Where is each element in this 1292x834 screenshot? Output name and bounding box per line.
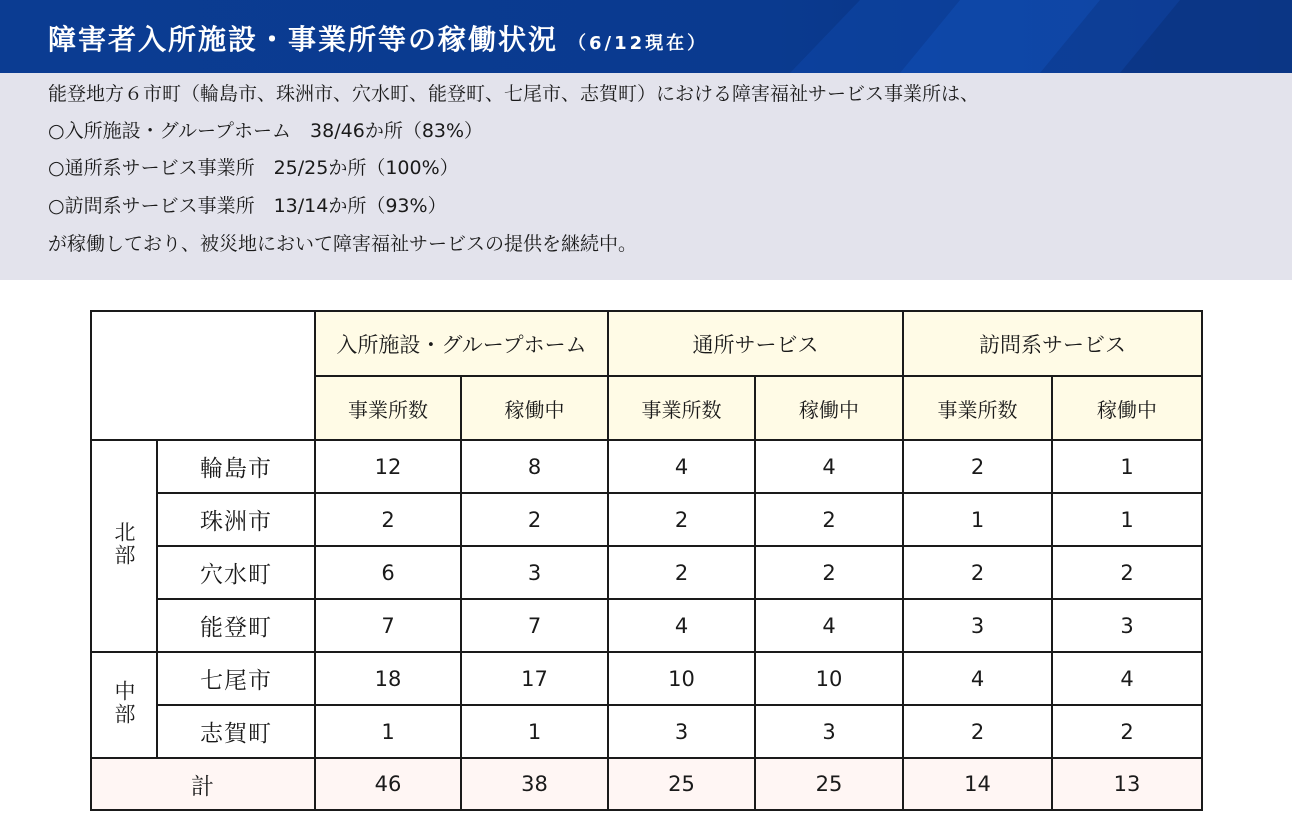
total-cell: 25 bbox=[608, 758, 755, 810]
table-cell: 2 bbox=[608, 546, 755, 599]
group-header-residential: 入所施設・グループホーム bbox=[315, 311, 608, 376]
table-cell: 2 bbox=[315, 493, 461, 546]
subheader-operating: 稼働中 bbox=[461, 376, 608, 440]
table-row bbox=[91, 546, 1202, 599]
table-cell: 4 bbox=[1052, 652, 1202, 705]
table-cell: 17 bbox=[461, 652, 608, 705]
table-cell: 2 bbox=[608, 493, 755, 546]
table-cell: 4 bbox=[755, 599, 903, 652]
table-cell: 1 bbox=[903, 493, 1052, 546]
table-cell: 12 bbox=[315, 440, 461, 493]
city-name: 珠洲市 bbox=[157, 493, 315, 546]
table-cell: 4 bbox=[608, 599, 755, 652]
table-cell: 1 bbox=[1052, 440, 1202, 493]
page-header bbox=[0, 0, 1292, 73]
table-cell: 2 bbox=[1052, 546, 1202, 599]
total-cell: 46 bbox=[315, 758, 461, 810]
total-cell: 14 bbox=[903, 758, 1052, 810]
total-cell: 38 bbox=[461, 758, 608, 810]
table-cell: 7 bbox=[315, 599, 461, 652]
table-cell: 2 bbox=[903, 546, 1052, 599]
subheader-count: 事業所数 bbox=[608, 376, 755, 440]
table-cell: 2 bbox=[755, 546, 903, 599]
table-cell: 7 bbox=[461, 599, 608, 652]
table-cell: 2 bbox=[755, 493, 903, 546]
city-name: 輪島市 bbox=[157, 440, 315, 493]
summary-panel bbox=[0, 73, 1292, 280]
summary-item-residential: ○入所施設・グループホーム 38/46か所（83%） bbox=[48, 120, 484, 142]
table-cell: 3 bbox=[608, 705, 755, 758]
total-row bbox=[91, 758, 1202, 810]
table-cell: 2 bbox=[461, 493, 608, 546]
table-cell: 6 bbox=[315, 546, 461, 599]
table-cell: 3 bbox=[903, 599, 1052, 652]
table-row bbox=[91, 440, 1202, 493]
table-cell: 1 bbox=[315, 705, 461, 758]
summary-item-visiting: ○訪問系サービス事業所 13/14か所（93%） bbox=[48, 195, 447, 217]
total-cell: 13 bbox=[1052, 758, 1202, 810]
table-cell: 4 bbox=[608, 440, 755, 493]
summary-item-day-service: ○通所系サービス事業所 25/25か所（100%） bbox=[48, 157, 459, 179]
summary-closing: が稼働しており、被災地において障害福祉サービスの提供を継続中。 bbox=[48, 233, 638, 255]
table-cell: 2 bbox=[903, 705, 1052, 758]
table-cell: 18 bbox=[315, 652, 461, 705]
subheader-operating: 稼働中 bbox=[1052, 376, 1202, 440]
table-row bbox=[91, 599, 1202, 652]
total-cell: 25 bbox=[755, 758, 903, 810]
total-label: 計 bbox=[91, 758, 315, 810]
page-title bbox=[48, 18, 708, 58]
table-cell: 2 bbox=[1052, 705, 1202, 758]
table-cell: 3 bbox=[461, 546, 608, 599]
subheader-operating: 稼働中 bbox=[755, 376, 903, 440]
page-title-text: 障害者入所施設・事業所等の稼働状況 bbox=[48, 23, 559, 56]
table-cell: 8 bbox=[461, 440, 608, 493]
table-cell: 3 bbox=[1052, 599, 1202, 652]
table-cell: 1 bbox=[1052, 493, 1202, 546]
table-cell: 10 bbox=[755, 652, 903, 705]
table-cell: 10 bbox=[608, 652, 755, 705]
region-label: 北部 bbox=[112, 520, 136, 567]
facility-status-table bbox=[90, 310, 1203, 811]
region-central bbox=[91, 652, 157, 758]
region-label: 中部 bbox=[112, 679, 136, 726]
table-row bbox=[91, 493, 1202, 546]
table-cell: 4 bbox=[903, 652, 1052, 705]
table-cell: 1 bbox=[461, 705, 608, 758]
table-row bbox=[91, 652, 1202, 705]
summary-intro: 能登地方６市町（輪島市、珠洲市、穴水町、能登町、七尾市、志賀町）における障害福祉サービス事業所は、 bbox=[48, 83, 980, 105]
table-cell: 4 bbox=[755, 440, 903, 493]
date-note: （6/12現在） bbox=[568, 33, 709, 54]
city-name: 志賀町 bbox=[157, 705, 315, 758]
subheader-count: 事業所数 bbox=[903, 376, 1052, 440]
table-cell: 2 bbox=[903, 440, 1052, 493]
city-name: 穴水町 bbox=[157, 546, 315, 599]
group-header-day-service: 通所サービス bbox=[608, 311, 903, 376]
subheader-count: 事業所数 bbox=[315, 376, 461, 440]
city-name: 能登町 bbox=[157, 599, 315, 652]
city-name: 七尾市 bbox=[157, 652, 315, 705]
table-cell: 3 bbox=[755, 705, 903, 758]
corner-cell bbox=[91, 311, 315, 440]
region-north bbox=[91, 440, 157, 652]
table-row bbox=[91, 705, 1202, 758]
group-header-visiting: 訪問系サービス bbox=[903, 311, 1202, 376]
